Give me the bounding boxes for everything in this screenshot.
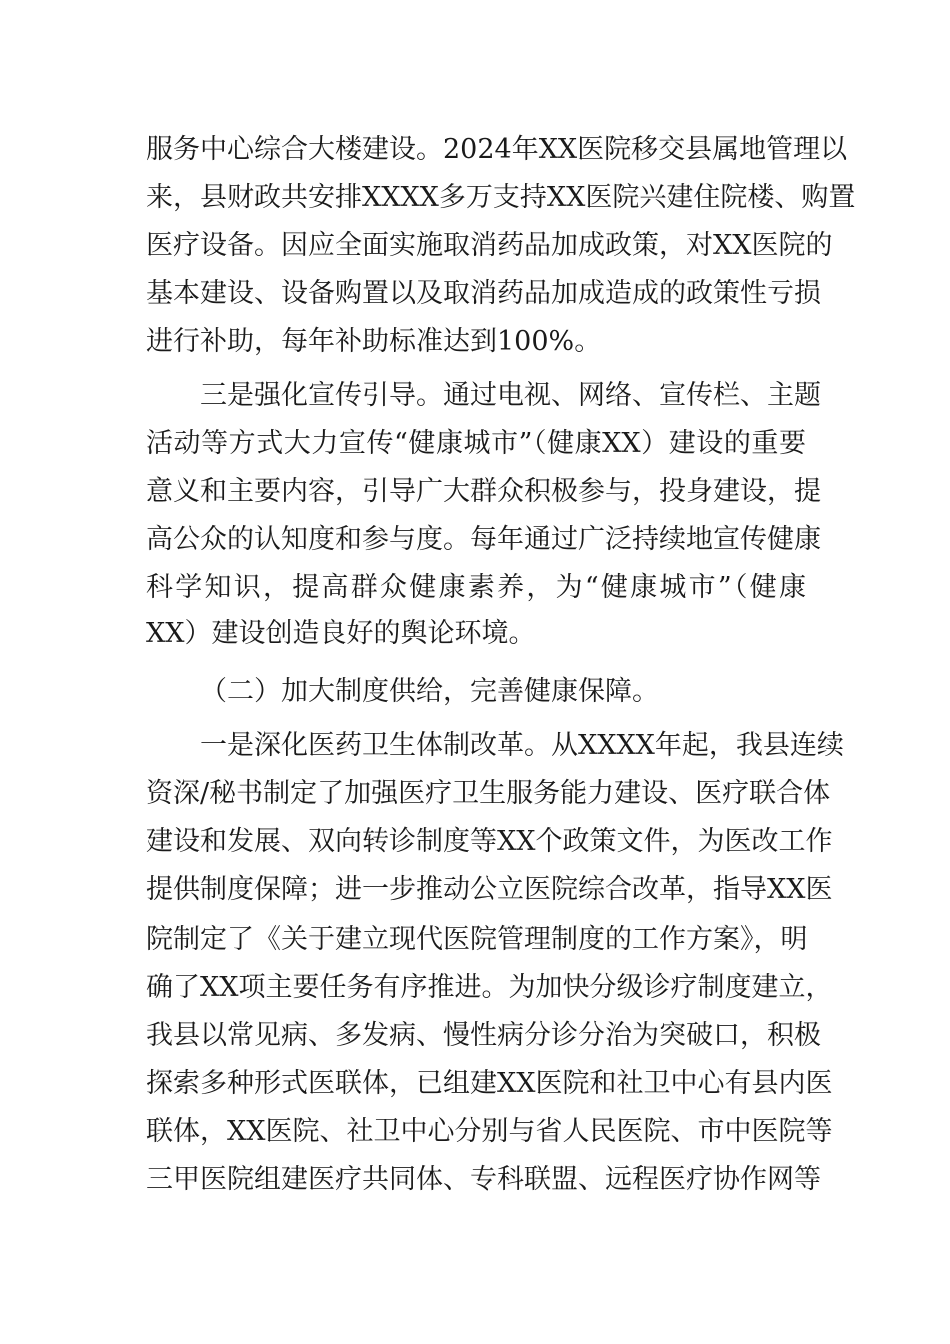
text-line: 三甲医院组建医疗共同体、专科联盟、远程医疗协作网等 xyxy=(146,1164,821,1195)
text-line: 活动等方式大力宣传“健康城市”（健康XX）建设的重要 xyxy=(146,428,806,459)
text-line: 来，县财政共安排XXXX多万支持XX医院兴建住院楼、购置 xyxy=(146,182,856,213)
text-line: 意义和主要内容，引导广大群众积极参与，投身建设，提 xyxy=(146,476,821,507)
text-line: 我县以常见病、多发病、慢性病分诊分治为突破口，积极 xyxy=(146,1020,821,1051)
text-line: 进行补助，每年补助标准达到100%。 xyxy=(146,326,602,357)
text-line: 基本建设、设备购置以及取消药品加成造成的政策性亏损 xyxy=(146,278,821,309)
section-heading: （二）加大制度供给，完善健康保障。 xyxy=(200,676,659,707)
text-line: 提供制度保障；进一步推动公立医院综合改革，指导XX医 xyxy=(146,874,833,905)
paragraph-start-line: 一是深化医药卫生体制改革。从XXXX年起，我县连续 xyxy=(200,730,844,761)
text-line: 联体，XX医院、社卫中心分别与省人民医院、市中医院等 xyxy=(146,1116,833,1147)
text-line: 资深/秘书制定了加强医疗卫生服务能力建设、医疗联合体 xyxy=(146,778,831,809)
text-line: 探索多种形式医联体，已组建XX医院和社卫中心有县内医 xyxy=(146,1068,833,1099)
paragraph-start-line: 三是强化宣传引导。通过电视、网络、宣传栏、主题 xyxy=(200,380,821,411)
text-line: 建设和发展、双向转诊制度等XX个政策文件，为医改工作 xyxy=(146,826,833,857)
text-line: 科学知识，提高群众健康素养，为“健康城市”（健康 xyxy=(146,572,806,603)
text-line: 医疗设备。因应全面实施取消药品加成政策，对XX医院的 xyxy=(146,230,833,261)
text-line: XX）建设创造良好的舆论环境。 xyxy=(146,618,536,649)
text-line: 服务中心综合大楼建设。2024年XX医院移交县属地管理以 xyxy=(146,134,848,165)
text-line: 高公众的认知度和参与度。每年通过广泛持续地宣传健康 xyxy=(146,524,821,555)
text-line: 院制定了《关于建立现代医院管理制度的工作方案》，明 xyxy=(146,924,808,955)
text-line: 确了XX项主要任务有序推进。为加快分级诊疗制度建立， xyxy=(146,972,833,1003)
